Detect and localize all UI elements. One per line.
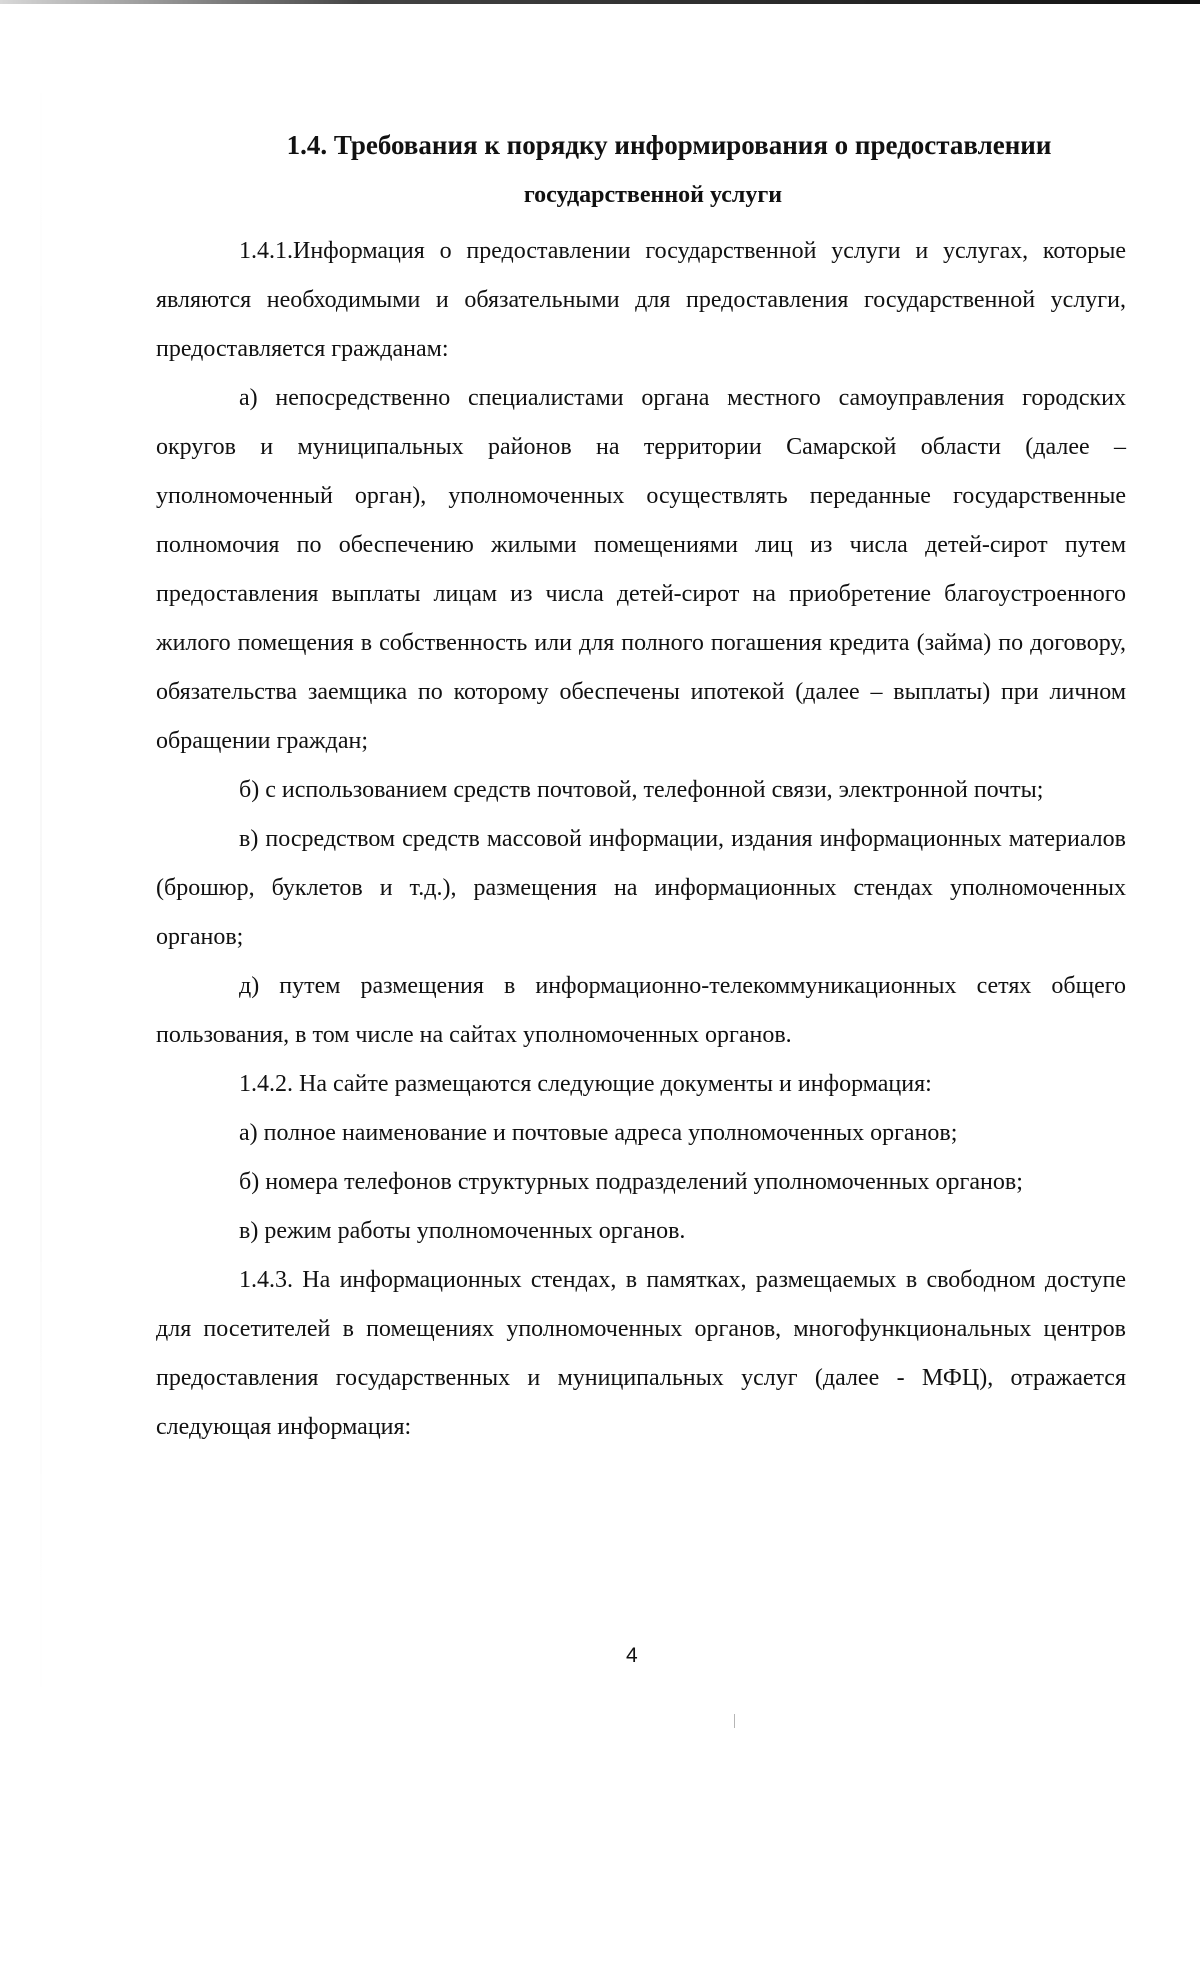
document-body [156,227,1126,1452]
scan-edge-shadow [40,40,42,1740]
scan-top-border [0,0,1200,4]
paragraph-1-4-2: 1.4.2. На сайте размещаются следующие документы и информация: [239,1071,932,1097]
paragraph-item-b-post-phone: б) с использованием средств почтовой, телефонной связи, электронной почты; [239,777,1044,803]
section-heading-line-1: 1.4. Требования к порядку информирования о предоставлении [286,130,1052,160]
paragraph-item-b-phones: б) номера телефонов структурных подразделений уполномоченных органов; [239,1169,1023,1195]
paragraph-item-a-direct: а) непосредственно специалистами органа местного самоуправления городских округов и муниципальных районов на территории Самарской области (далее – уполномоченный орган), уполномоченных осуществлять переданные государственные полномочия по обеспечению жилыми помещениями лиц из числа детей-сирот путем предоставления выплаты лицам из числа детей-сирот на приобретение благоустроенного жилого помещения в собственность или для полного погашения кредита (займа) по договору, обязательства заемщика по которому обеспечены ипотекой (далее – выплаты) при личном обращении граждан; [156,385,1126,754]
document-page [156,128,1126,1452]
paragraph-item-v-hours: в) режим работы уполномоченных органов. [239,1218,686,1244]
paragraph-item-d-networks: д) путем размещения в информационно-телекоммуникационных сетях общего пользования, в том числе на сайтах уполномоченных органов. [156,973,1126,1048]
section-heading-line-2: государственной услуги [523,182,783,208]
scan-artifact-mark [734,1714,735,1728]
section-heading [156,128,1126,212]
paragraph-1-4-3: 1.4.3. На информационных стендах, в памятках, размещаемых в свободном доступе для посетителей в помещениях уполномоченных органов, многофункциональных центров предоставления государственных и муниципальных услуг (далее - МФЦ), отражается следующая информация: [156,1267,1126,1440]
page-number: 4 [626,1644,638,1667]
paragraph-item-v-mass-media: в) посредством средств массовой информации, издания информационных материалов (брошюр, буклетов и т.д.), размещения на информационных стендах уполномоченных органов; [156,826,1126,950]
paragraph-item-a-addresses: а) полное наименование и почтовые адреса уполномоченных органов; [239,1120,958,1146]
paragraph-1-4-1: 1.4.1.Информация о предоставлении государственной услуги и услугах, которые являются необходимыми и обязательными для предоставления государственной услуги, предоставляется гражданам: [156,238,1126,362]
